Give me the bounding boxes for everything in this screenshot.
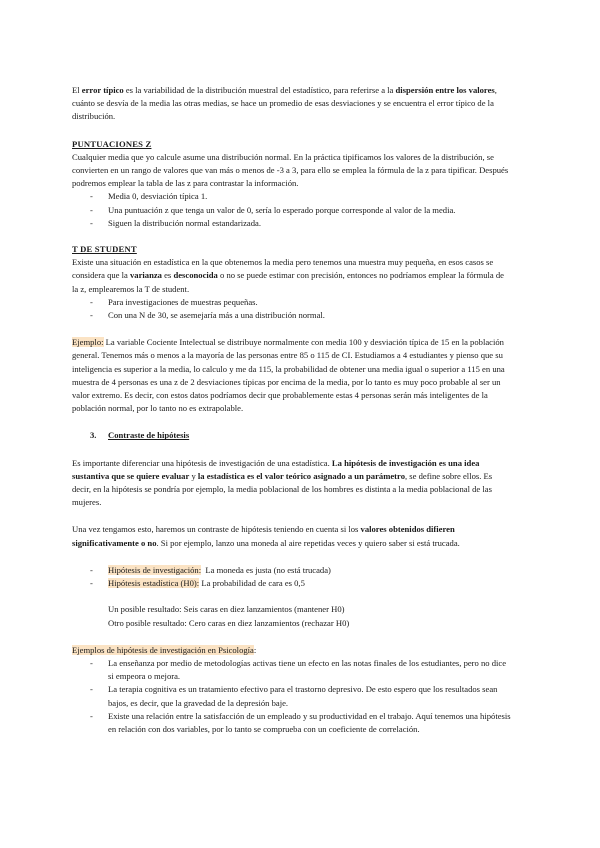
bold-term: valores obtenidos difieren significativamente o no [72,524,455,548]
text-run: La variable Cociente Intelectual se distribuye normalmente con media 100 y desviación típica de 15 en la población general. Tenemos más o menos a la mayoría de las personas entre 85 o 115 de CI. Estudiamos a 4 estudiantes y pienso que su inteligencia es superior a la media, lo calculo y me da 115, la probabilidad de obtener una media igual o superior a 115 en una muestra de 4 personas es una z de 2 desviaciones típicas por encima de la media, por lo tanto es muy poco probable al ser un valor extremo. Es decir, con estos datos podríamos decir que probablemente estas 4 personas serán más inteligentes de la población normal, por lo tanto no es extrapolable. [72,337,505,414]
section-title-text: Contraste de hipótesis [108,430,190,441]
document-page [72,84,512,736]
section-heading-puntuaciones-z: PUNTUACIONES Z [72,138,152,149]
bold-term: varianza [129,270,162,281]
hypothesis-item [108,577,512,590]
text-run: o no se puede estimar con precisión, entonces no podríamos emplear la fórmula de la z, emplearemos la T de student. [72,270,504,294]
bold-term: dispersión entre los valores [395,85,495,95]
list-item: - Existe una relación entre la satisfacción de un empleado y su productividad en el trabajo. Aquí tenemos una hipótesis en relación con dos variables, por lo tanto se comprueba con un coeficiente de correlación. [108,710,512,736]
list-item: - Media 0, desviación típica 1. [108,190,512,203]
list-item: - Con una N de 30, se asemejaría más a una distribución normal. [108,309,512,322]
text-run: Es importante diferenciar una hipótesis de investigación de una estadística. [72,457,332,468]
bold-term: desconocida [173,270,218,281]
puntuaciones-z-list [72,190,512,230]
section-heading-t-student: T DE STUDENT [72,244,137,255]
t-student-list [72,296,512,322]
list-item: - Una puntuación z que tenga un valor de 0, sería lo esperado porque corresponde al valor de la media. [108,204,512,217]
bold-term: La hipótesis de investigación es una idea sustantiva que se quiere evaluar [72,457,480,481]
text-run: , se define sobre ellos. Es decir, en la hipótesis se pondría por ejemplo, la media poblacional de los hombres es distinta a la media poblacional de las mujeres. [72,470,493,508]
hypothesis-label: Hipótesis estadística (H0): [108,578,200,589]
text-run: El [72,85,82,95]
text-run: , cuánto se desvía de la media las otras medias, se hace un promedio de esas desviaciones y se encuentra el error típico de la distribución. [72,85,497,122]
text-run: La probabilidad de cara es 0,5 [199,578,305,589]
puntuaciones-z-paragraph: Cualquier media que yo calcule asume una distribución normal. En la práctica tipificamos los valores de la distribución, se convierten en un rango de valores que van más o menos de -3 a 3, para ello se emplea la fórmula de la z para tipificar. Después podremos emplear la tabla de las z para contrastar la información. [72,151,509,189]
hypothesis-label: Hipótesis de investigación: [108,564,202,575]
section-number: 3. [90,430,97,441]
result-line: Otro posible resultado: Cero caras en diez lanzamientos (rechazar H0) [108,617,350,628]
list-item: - Siguen la distribución normal estandarizada. [108,217,512,230]
text-run: . Si por ejemplo, lanzo una moneda al aire repetidas veces y quiero saber si está trucada. [156,537,460,548]
hypotheses-list [72,564,512,590]
text-run: Una vez tengamos esto, haremos un contraste de hipótesis teniendo en cuenta si los [72,524,361,535]
section-title-contraste [72,429,512,442]
text-run: es [161,270,174,281]
examples-heading-label: Ejemplos de hipótesis de investigación en Psicología [72,644,254,655]
contraste-paragraph-2 [72,523,512,549]
text-run: : [253,644,257,655]
hypothesis-item [108,564,512,577]
text-run: es la variabilidad de la distribución muestral del estadístico, para referirse a la [123,85,396,95]
bold-term: la estadística es el valor teórico asignado a un parámetro [197,470,405,481]
list-item: - La enseñanza por medio de metodologías activas tiene un efecto en las notas finales de los estudiantes, pero no dice si empeora o mejora. [108,657,512,683]
text-run: La moneda es justa (no está trucada) [201,564,331,575]
bold-term: error típico [81,85,124,95]
examples-heading [72,644,512,657]
text-run: y [189,470,198,481]
list-item: - La terapia cognitiva es un tratamiento efectivo para el trastorno depresivo. De esto espero que los resultados sean bajos, es decir, que la gravedad de la depresión baje. [108,683,512,709]
psychology-examples-list [72,657,512,736]
example-label: Ejemplo: [72,337,104,348]
error-tipico-paragraph [72,84,512,124]
t-student-paragraph [72,256,512,296]
list-item: - Para investigaciones de muestras pequeñas. [108,296,512,309]
text-run: Existe una situación en estadística en la que obtenemos la media pero tenemos una muestra muy pequeña, en esos casos se considera que la [72,257,494,281]
example-paragraph [72,336,512,415]
result-line: Un posible resultado: Seis caras en diez lanzamientos (mantener H0) [108,604,345,615]
contraste-paragraph-1 [72,457,512,510]
